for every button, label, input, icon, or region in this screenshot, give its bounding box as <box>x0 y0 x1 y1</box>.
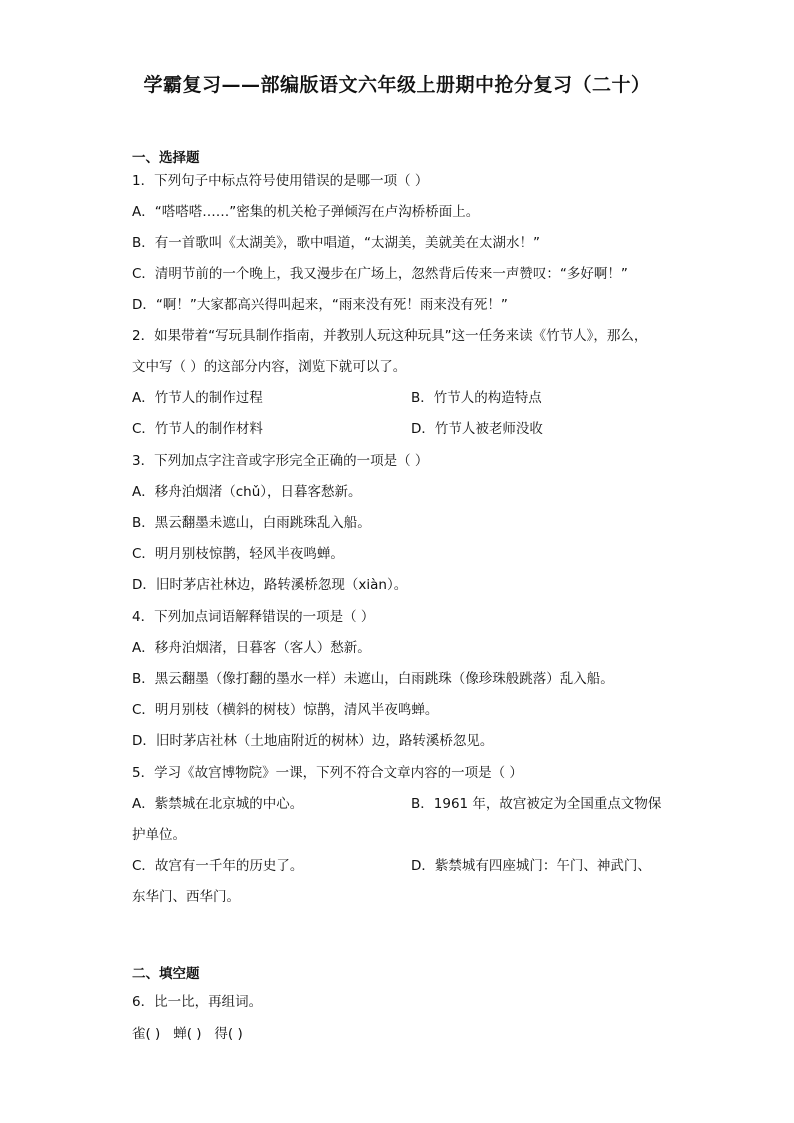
question-2-option-b: B．竹节人的构造特点 <box>411 390 542 406</box>
question-1-stem: 1．下列句子中标点符号使用错误的是哪一项（ ） <box>132 173 429 189</box>
question-3-option-a: A．移舟泊烟渚（chǔ），日暮客愁新。 <box>132 484 362 500</box>
question-3-option-c: C．明月别枝惊鹊，轻风半夜鸣蝉。 <box>132 546 344 562</box>
question-1-option-d: D．“啊！”大家都高兴得叫起来，“雨来没有死！雨来没有死！” <box>132 297 508 313</box>
question-6-stem: 6．比一比，再组词。 <box>132 994 263 1010</box>
question-5-option-a: A．紫禁城在北京城的中心。 <box>132 796 304 812</box>
question-4-option-b: B．黑云翻墨（像打翻的墨水一样）未遮山，白雨跳珠（像珍珠般跳落）乱入船。 <box>132 671 614 687</box>
question-2-option-d: D．竹节人被老师没收 <box>411 421 543 437</box>
question-4-option-d: D．旧时茅店社林（土地庙附近的树林）边，路转溪桥忽见。 <box>132 733 494 749</box>
page-title: 学霸复习——部编版语文六年级上册期中抢分复习（二十） <box>143 74 651 96</box>
question-4-option-a: A．移舟泊烟渚，日暮客（客人）愁新。 <box>132 640 371 656</box>
question-5-option-d-continued: 东华门、西华门。 <box>132 889 240 905</box>
question-2-stem-line1: 2．如果带着“写玩具制作指南，并教别人玩这种玩具”这一任务来读《竹节人》，那么， <box>132 328 648 344</box>
question-5-option-d: D．紫禁城有四座城门：午门、神武门、 <box>411 858 651 874</box>
question-5-option-c: C．故宫有一千年的历史了。 <box>132 858 304 874</box>
section-heading-choice: 一、选择题 <box>132 150 200 166</box>
fill-blank-chan[interactable]: 蝉( ) <box>173 1026 202 1042</box>
fill-blank-que[interactable]: 雀( ) <box>132 1026 161 1042</box>
question-5-option-b-continued: 护单位。 <box>132 827 186 843</box>
section-heading-fill: 二、填空题 <box>132 966 200 982</box>
question-4-option-c: C．明月别枝（横斜的树枝）惊鹊，清风半夜鸣蝉。 <box>132 702 439 718</box>
question-4-stem: 4．下列加点词语解释错误的一项是（ ） <box>132 609 375 625</box>
question-2-option-a: A．竹节人的制作过程 <box>132 390 263 406</box>
question-6-items <box>132 1025 243 1043</box>
fill-blank-de[interactable]: 得( ) <box>214 1026 243 1042</box>
question-3-option-d: D．旧时茅店社林边，路转溪桥忽现（xiàn）。 <box>132 577 408 593</box>
question-2-stem-line2: 文中写（ ）的这部分内容，浏览下就可以了。 <box>132 359 407 375</box>
question-1-option-b: B．有一首歌叫《太湖美》，歌中唱道，“太湖美，美就美在太湖水！” <box>132 235 540 251</box>
question-2-option-c: C．竹节人的制作材料 <box>132 421 263 437</box>
question-5-option-b: B．1961 年，故宫被定为全国重点文物保 <box>411 796 662 812</box>
question-3-stem: 3．下列加点字注音或字形完全正确的一项是（ ） <box>132 453 429 469</box>
question-3-option-b: B．黑云翻墨未遮山，白雨跳珠乱入船。 <box>132 515 371 531</box>
question-5-stem: 5．学习《故宫博物院》一课，下列不符合文章内容的一项是（ ） <box>132 765 523 781</box>
question-1-option-a: A．“嗒嗒嗒……”密集的机关枪子弹倾泻在卢沟桥桥面上。 <box>132 204 480 220</box>
question-1-option-c: C．清明节前的一个晚上，我又漫步在广场上，忽然背后传来一声赞叹：“多好啊！” <box>132 266 628 282</box>
